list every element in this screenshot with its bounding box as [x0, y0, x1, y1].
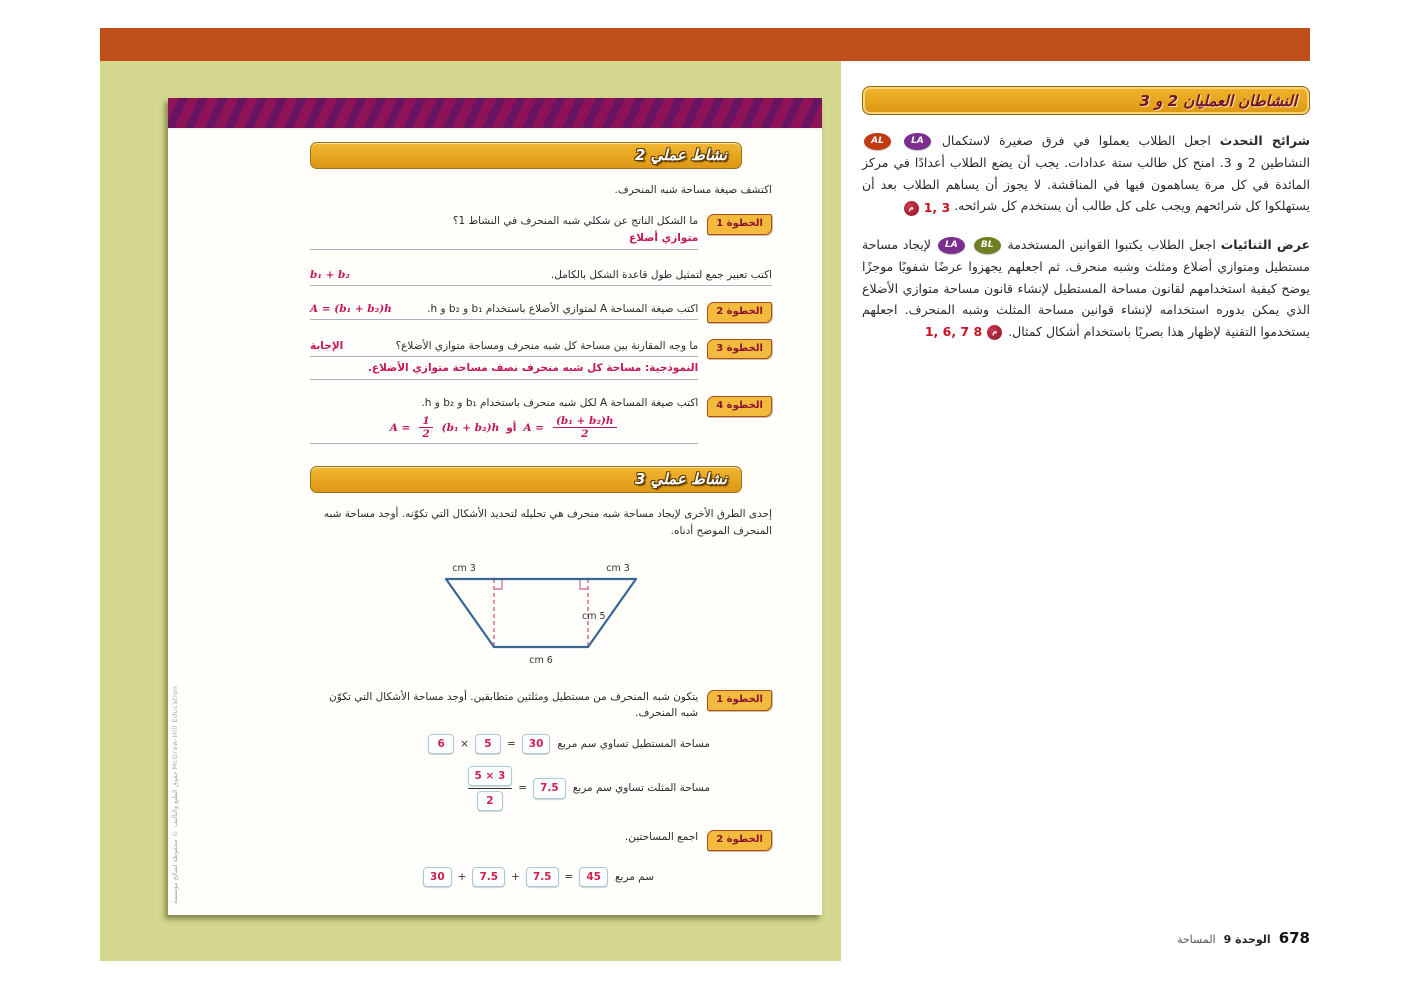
step3-answer-label: الإجابة [310, 339, 344, 352]
formula1-lhs: A = [389, 421, 411, 434]
step-badge: الخطوة 2 [707, 830, 772, 851]
equals-sign: = [518, 782, 528, 795]
formula2-lhs: A = [523, 421, 544, 434]
talking-chips-body1: اجعل الطلاب يعملوا في فرق صغيرة لاستكمال [941, 133, 1211, 148]
step-badge: الخطوة 1 [707, 214, 772, 235]
step-badge: الخطوة 4 [707, 396, 772, 417]
step-badge: الخطوة 1 [707, 690, 772, 711]
standards-numbers: 1, 3 [923, 200, 951, 216]
talking-chips-lead: شرائح التحدث [1219, 133, 1310, 148]
talking-chips-body2: النشاطين 2 و 3. امنح كل طالب ستة عدادات. يجب أن يضع الطلاب أعدادًا في مركز المائدة في كل مرة يساهمون فيها في المناقشة. لا يجوز أن يساهم الطلاب بعد أن يستهلكوا كل شرائحهم ويجب على كل طالب أن يستخدم كل شرائحه. [862, 154, 1310, 214]
pairs-presentation-paragraph [862, 234, 1310, 343]
triangle-area-label: مساحة المثلث تساوي سم مربع [572, 782, 710, 795]
answer-box-total: 45 [579, 867, 608, 887]
bottom-label: 6 cm [529, 655, 553, 667]
step-badge: الخطوة 3 [707, 339, 772, 360]
plus-sign: + [511, 870, 520, 883]
fraction-bar [468, 788, 513, 789]
answer-box-height: 5 [475, 734, 501, 754]
activity2-step3 [310, 338, 772, 381]
step1-answer: متوازي أضلاع [629, 231, 699, 244]
answer-box-tri-denominator: 2 [477, 791, 503, 811]
answer-box-rect: 30 [423, 867, 452, 887]
activity3-banner-title: نشاط عملي 3 [635, 470, 727, 489]
top-left-label: 3 cm [452, 563, 476, 575]
unit-label: الوحدة 9 [1223, 933, 1271, 946]
pairs-presentation-body1: اجعل الطلاب يكتبوا القوانين المستخدمة [1007, 237, 1216, 253]
step3-answer: النموذجية: مساحة كل شبه منحرف نصف مساحة متوازي الأضلاع. [367, 361, 699, 374]
answer-box-base: 6 [428, 734, 454, 754]
student-textbook-page [168, 98, 822, 915]
formula1-rhs: (b₁ + b₂)h [441, 421, 500, 434]
activity2-banner [310, 142, 742, 169]
step3-question: ما وجه المقارنة بين مساحة كل شبه منحرف ومساحة متوازي الأضلاع؟ [395, 339, 699, 352]
answer-box-rect-area: 30 [522, 734, 551, 754]
times-sign: × [460, 737, 469, 750]
sum-areas-row [310, 867, 654, 887]
rectangle-area-label: مساحة المستطيل تساوي سم مربع [557, 737, 710, 750]
answer-box-tri1: 7.5 [472, 867, 505, 887]
right-right-angle-mark [580, 579, 588, 589]
math-practice-icon: م [904, 201, 919, 216]
la-level-badge: LA [938, 237, 965, 254]
step4-question: اكتب صيغة المساحة A لكل شبه منحرف باستخدام b₁ و b₂ و h. [421, 397, 699, 410]
activity3-intro: إحدى الطرق الأخرى لإيجاد مساحة شبه منحرف هي تحليله لتحديد الأشكال التي تكوّنه. أوجد مساحة شبه المنحرف الموضح أدناه. [323, 508, 772, 537]
sum-unit-label: سم مربع [614, 870, 654, 883]
teacher-notes-column [862, 86, 1310, 343]
activity3-step1-text: يتكون شبه المنحرف من مستطيل ومثلثين متطابقين. أوجد مساحة الأشكال التي تكوّن شبه المنحرف. [329, 691, 699, 720]
activity2-step1 [310, 213, 772, 250]
activity3-step2 [310, 829, 772, 851]
math-practice-icon: م [987, 325, 1002, 340]
plus-sign: + [457, 870, 467, 883]
step2-answer: A = (b₁ + b₂)h [310, 303, 392, 316]
one-half-fraction: $\frac{1}{2}$ [419, 415, 432, 440]
step2-question: اكتب صيغة المساحة A لمتوازي الأضلاع باستخدام b₁ و b₂ و h. [427, 303, 699, 316]
triangle-fraction [468, 766, 513, 812]
equals-sign: = [564, 870, 574, 883]
step1-question: ما الشكل الناتج عن شكلي شبه المنحرف في النشاط 1؟ [452, 215, 699, 228]
step-badge: الخطوة 2 [707, 302, 772, 323]
top-right-label: 3 cm [606, 563, 630, 575]
activity3-step2-text: اجمع المساحتين. [624, 831, 699, 844]
or-word: أو [506, 421, 517, 434]
rectangle-area-row [310, 734, 710, 754]
activity3-step1 [310, 689, 772, 722]
teacher-column-title: النشاطان العمليان 2 و 3 [1139, 91, 1297, 110]
answer-box-tri2: 7.5 [526, 867, 559, 887]
left-right-angle-mark [494, 579, 502, 589]
page-number: 678 [1278, 929, 1310, 947]
answer-box-tri-numerator: 5 × 3 [468, 766, 513, 786]
pairs-presentation-lead: عرض الثنائيات [1220, 237, 1311, 253]
height-label: 5 cm [582, 611, 606, 623]
activity2-banner-title: نشاط عملي 2 [635, 145, 727, 164]
activity2-step4 [310, 395, 772, 444]
activity2-step2 [310, 301, 772, 323]
page-footer [1095, 929, 1310, 947]
activity2-base-prompt [310, 267, 772, 286]
standards-numbers: 1, 6, 7 8 [924, 324, 983, 340]
al-level-badge: AL [864, 133, 891, 150]
chapter-label: المساحة [1176, 933, 1216, 946]
trapezoid-diagram [406, 549, 676, 671]
striped-header-band [168, 98, 822, 130]
base-prompt-text: اكتب تعبير جمع لتمثيل طول قاعدة الشكل بالكامل. [550, 268, 772, 281]
formula2-fraction: $\frac{\text{(b₁ + b₂)h}}{2}$ [553, 415, 617, 440]
talking-chips-paragraph [862, 130, 1310, 219]
top-orange-band [100, 28, 1310, 61]
la-level-badge: LA [904, 133, 931, 150]
equals-sign: = [506, 737, 516, 750]
triangle-area-row [310, 766, 710, 812]
pairs-presentation-body2: لإيجاد مساحة مستطيل ومتوازي أضلاع ومثلث وشبه منحرف. ثم اجعلهم يجهزوا عرضًا شفويًا موجزًا يوضح كيفية استخدامهم لقانون مساحة المستطيل لإنشاء قانون مساحة متوازي الأضلاع الذي يمكن بدوره استخدامه لإنشاء قوانين مساحة المثلث وشبه المنحرف. اجعلهم يستخدموا التقنية لإظهار هذا بصريًا باستخدام أشكال كمثال. [862, 237, 1310, 340]
bl-level-badge: BL [974, 237, 1001, 254]
teacher-column-title-banner [862, 86, 1310, 115]
base-prompt-answer: b₁ + b₂ [310, 268, 350, 281]
trapezoid-outline [446, 579, 636, 647]
answer-box-tri-area: 7.5 [533, 778, 566, 798]
step4-formula [310, 415, 698, 440]
activity3-banner [310, 466, 742, 493]
activity2-intro: اكتشف صيغة مساحة شبه المنحرف. [614, 184, 772, 196]
copyright-vertical-text: حقوق الطبع والتأليف © محفوظة لصالح مؤسسة McGraw-Hill Education [171, 685, 179, 904]
